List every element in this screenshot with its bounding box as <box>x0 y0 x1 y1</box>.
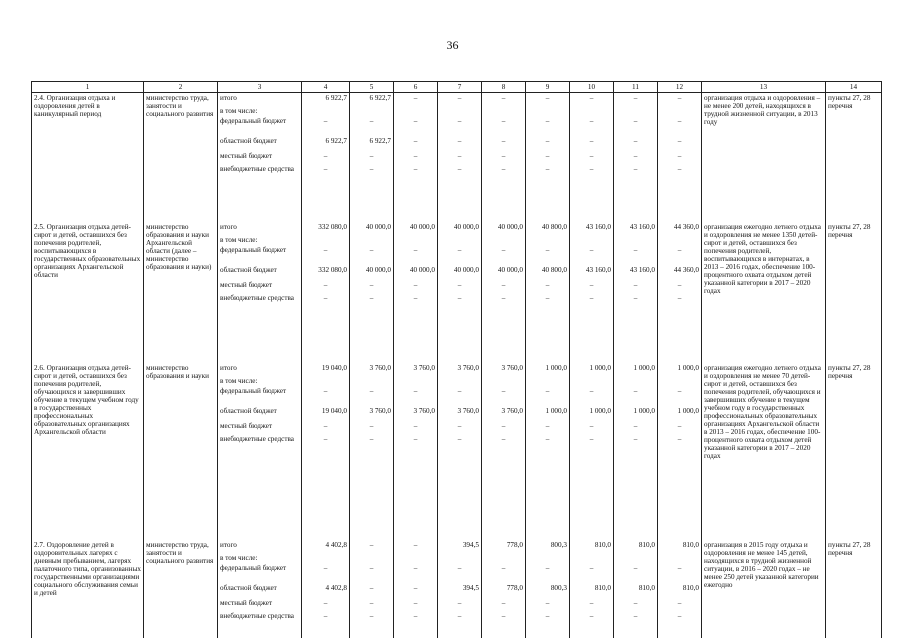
column-number: 10 <box>570 82 614 93</box>
amount-cell <box>614 106 658 116</box>
amount-cell: – <box>302 245 350 265</box>
column-number: 2 <box>144 82 218 93</box>
activity-cell: 2.6. Организация отдыха детей-сирот и детей, оставшихся без попечения родителей, обучающихся и завершивших обучение в текущем учебном году в государственных профессиональных образовательных организациях Архангельской области <box>32 363 144 540</box>
funding-source-cell: внебюджетные средства <box>218 434 302 540</box>
expected-result-cell: организация ежегодно летнего отдыха и оздоровления не менее 70 детей-сирот и детей, оставшихся без попечения родителей, обучающихся и завершивших обучение в текущем учебном году в государственных профессиональных образовательных организациях Архангельской области в 2013 – 2016 годах, обеспечение 100-процентного охвата отдыхом детей указанной категории в 2017 – 2020 годах <box>702 363 826 540</box>
amount-cell: 44 360,0 <box>658 265 702 280</box>
amount-cell: – <box>350 116 394 136</box>
amount-cell: – <box>658 386 702 406</box>
amount-cell <box>526 376 570 386</box>
amount-cell: – <box>614 434 658 540</box>
table-row <box>32 363 882 376</box>
amount-cell: – <box>526 611 570 638</box>
funding-source-cell: областной бюджет <box>218 265 302 280</box>
funding-source-cell: областной бюджет <box>218 136 302 151</box>
amount-cell <box>658 106 702 116</box>
amount-cell: – <box>526 598 570 611</box>
funding-source-cell: федеральный бюджет <box>218 116 302 136</box>
amount-cell: – <box>394 136 438 151</box>
amount-cell: – <box>350 164 394 222</box>
activity-cell: 2.4. Организация отдыха и оздоровления детей в каникулярный период <box>32 93 144 222</box>
amount-cell: – <box>350 245 394 265</box>
funding-source-cell: областной бюджет <box>218 406 302 421</box>
amount-cell: 43 160,0 <box>614 265 658 280</box>
funding-source-cell: в том числе: <box>218 235 302 245</box>
amount-cell <box>658 235 702 245</box>
amount-cell <box>302 376 350 386</box>
amount-cell: 3 760,0 <box>394 406 438 421</box>
executor-cell: министерство образования и науки <box>144 363 218 540</box>
amount-cell <box>394 376 438 386</box>
amount-cell <box>614 376 658 386</box>
amount-cell <box>482 106 526 116</box>
amount-cell: – <box>614 293 658 363</box>
amount-cell: 3 760,0 <box>438 406 482 421</box>
funding-source-cell: в том числе: <box>218 106 302 116</box>
amount-cell: – <box>482 164 526 222</box>
amount-cell: – <box>526 245 570 265</box>
amount-cell: 4 402,8 <box>302 540 350 553</box>
amount-cell: 1 000,0 <box>658 406 702 421</box>
amount-cell: 1 000,0 <box>658 363 702 376</box>
amount-cell: 44 360,0 <box>658 222 702 235</box>
amount-cell: 4 402,8 <box>302 583 350 598</box>
amount-cell: – <box>570 280 614 293</box>
amount-cell: – <box>438 245 482 265</box>
funding-source-cell: федеральный бюджет <box>218 386 302 406</box>
amount-cell: – <box>526 116 570 136</box>
amount-cell <box>438 553 482 563</box>
column-number: 4 <box>302 82 350 93</box>
amount-cell: – <box>570 434 614 540</box>
amount-cell: – <box>658 563 702 583</box>
amount-cell: 40 800,0 <box>526 222 570 235</box>
amount-cell: – <box>658 421 702 434</box>
amount-cell <box>438 235 482 245</box>
amount-cell: – <box>526 136 570 151</box>
column-number: 13 <box>702 82 826 93</box>
amount-cell: – <box>526 563 570 583</box>
amount-cell: – <box>570 116 614 136</box>
amount-cell: – <box>302 386 350 406</box>
funding-source-cell: федеральный бюджет <box>218 563 302 583</box>
amount-cell: – <box>658 611 702 638</box>
amount-cell: – <box>350 151 394 164</box>
amount-cell: – <box>658 434 702 540</box>
amount-cell: – <box>302 611 350 638</box>
amount-cell: – <box>482 93 526 106</box>
executor-cell: министерство труда, занятости и социального развития <box>144 93 218 222</box>
funding-source-cell: в том числе: <box>218 553 302 563</box>
amount-cell: 332 080,0 <box>302 265 350 280</box>
amount-cell <box>302 106 350 116</box>
column-number: 3 <box>218 82 302 93</box>
column-number: 5 <box>350 82 394 93</box>
amount-cell: 43 160,0 <box>614 222 658 235</box>
amount-cell: – <box>482 136 526 151</box>
amount-cell <box>350 235 394 245</box>
amount-cell: 40 000,0 <box>438 222 482 235</box>
amount-cell: – <box>302 598 350 611</box>
funding-source-cell: в том числе: <box>218 376 302 386</box>
executor-cell: министерство труда, занятости и социального развития <box>144 540 218 638</box>
funding-source-cell: федеральный бюджет <box>218 245 302 265</box>
amount-cell: – <box>570 293 614 363</box>
amount-cell: – <box>482 280 526 293</box>
amount-cell: – <box>302 563 350 583</box>
page-number: 36 <box>446 38 459 52</box>
amount-cell: – <box>394 93 438 106</box>
amount-cell: – <box>614 421 658 434</box>
amount-cell: 778,0 <box>482 540 526 553</box>
amount-cell: 19 040,0 <box>302 406 350 421</box>
amount-cell: 6 922,7 <box>302 93 350 106</box>
reference-cell: пункты 27, 28 перечня <box>826 222 882 363</box>
amount-cell: – <box>526 386 570 406</box>
amount-cell: – <box>658 280 702 293</box>
activity-cell: 2.7. Оздоровление детей в оздоровительных лагерях с дневным пребыванием, лагерях палаточного типа, организованных государственными организациями социального обслуживания семьи и детей <box>32 540 144 638</box>
amount-cell: – <box>482 151 526 164</box>
funding-source-cell: итого <box>218 93 302 106</box>
amount-cell: 778,0 <box>482 583 526 598</box>
amount-cell: – <box>570 598 614 611</box>
funding-source-cell: местный бюджет <box>218 598 302 611</box>
amount-cell <box>394 235 438 245</box>
amount-cell <box>570 553 614 563</box>
funding-source-cell: местный бюджет <box>218 151 302 164</box>
amount-cell: – <box>614 598 658 611</box>
amount-cell: – <box>570 164 614 222</box>
amount-cell: 1 000,0 <box>526 406 570 421</box>
amount-cell: – <box>302 151 350 164</box>
amount-cell: – <box>438 164 482 222</box>
amount-cell: – <box>614 136 658 151</box>
amount-cell: – <box>394 245 438 265</box>
amount-cell: 1 000,0 <box>614 363 658 376</box>
amount-cell: 394,5 <box>438 540 482 553</box>
amount-cell: – <box>302 280 350 293</box>
amount-cell <box>302 553 350 563</box>
amount-cell: – <box>438 151 482 164</box>
amount-cell: – <box>438 434 482 540</box>
amount-cell: – <box>438 293 482 363</box>
amount-cell: – <box>438 386 482 406</box>
amount-cell: 810,0 <box>658 583 702 598</box>
amount-cell <box>482 235 526 245</box>
amount-cell: – <box>482 293 526 363</box>
expected-result-cell: организация ежегодно летнего отдыха и оздоровления не менее 1350 детей-сирот и детей, оставшихся без попечения родителей, воспитывающихся в интернатах, в 2013 – 2016 годах, обеспечение 100-процентного охвата отдыхом детей указанной категории в 2017 – 2020 годах <box>702 222 826 363</box>
amount-cell: – <box>438 611 482 638</box>
amount-cell: – <box>394 563 438 583</box>
amount-cell <box>438 106 482 116</box>
amount-cell: – <box>658 116 702 136</box>
amount-cell: 3 760,0 <box>438 363 482 376</box>
amount-cell <box>350 553 394 563</box>
amount-cell: – <box>658 151 702 164</box>
amount-cell: – <box>394 583 438 598</box>
amount-cell: – <box>438 116 482 136</box>
reference-cell: пункты 27, 28 перечня <box>826 93 882 222</box>
amount-cell: 6 922,7 <box>350 93 394 106</box>
funding-source-cell: местный бюджет <box>218 421 302 434</box>
funding-source-cell: внебюджетные средства <box>218 164 302 222</box>
amount-cell: – <box>438 280 482 293</box>
amount-cell: – <box>350 583 394 598</box>
amount-cell: 810,0 <box>570 583 614 598</box>
amount-cell: – <box>570 151 614 164</box>
amount-cell: – <box>658 598 702 611</box>
amount-cell <box>614 553 658 563</box>
amount-cell: – <box>526 293 570 363</box>
table-row <box>32 540 882 553</box>
funding-source-cell: итого <box>218 363 302 376</box>
amount-cell: – <box>350 280 394 293</box>
amount-cell <box>658 376 702 386</box>
column-number: 1 <box>32 82 144 93</box>
amount-cell <box>350 106 394 116</box>
amount-cell: – <box>658 164 702 222</box>
amount-cell: – <box>526 421 570 434</box>
amount-cell: – <box>438 93 482 106</box>
amount-cell: – <box>614 386 658 406</box>
amount-cell: – <box>658 93 702 106</box>
amount-cell: 40 000,0 <box>350 265 394 280</box>
amount-cell: 394,5 <box>438 583 482 598</box>
amount-cell: – <box>482 563 526 583</box>
table-row <box>32 93 882 106</box>
amount-cell: 40 000,0 <box>394 265 438 280</box>
amount-cell <box>302 235 350 245</box>
amount-cell: – <box>438 136 482 151</box>
amount-cell: – <box>302 164 350 222</box>
amount-cell: 40 000,0 <box>438 265 482 280</box>
amount-cell: – <box>394 611 438 638</box>
amount-cell: – <box>614 280 658 293</box>
amount-cell: – <box>482 434 526 540</box>
amount-cell: – <box>350 293 394 363</box>
amount-cell: 3 760,0 <box>394 363 438 376</box>
amount-cell: 332 080,0 <box>302 222 350 235</box>
amount-cell: – <box>614 611 658 638</box>
amount-cell: – <box>658 245 702 265</box>
table-row <box>32 222 882 235</box>
amount-cell: – <box>350 421 394 434</box>
amount-cell: 810,0 <box>614 583 658 598</box>
amount-cell: 810,0 <box>570 540 614 553</box>
funding-source-cell: областной бюджет <box>218 583 302 598</box>
amount-cell <box>570 235 614 245</box>
amount-cell: 3 760,0 <box>482 406 526 421</box>
amount-cell: – <box>614 151 658 164</box>
column-number: 12 <box>658 82 702 93</box>
amount-cell: 43 160,0 <box>570 222 614 235</box>
amount-cell: – <box>302 116 350 136</box>
amount-cell: – <box>614 116 658 136</box>
amount-cell: 800,3 <box>526 540 570 553</box>
funding-source-cell: итого <box>218 222 302 235</box>
amount-cell: 3 760,0 <box>350 363 394 376</box>
column-number: 9 <box>526 82 570 93</box>
amount-cell: 40 000,0 <box>394 222 438 235</box>
amount-cell <box>570 376 614 386</box>
column-number: 14 <box>826 82 882 93</box>
funding-source-cell: внебюджетные средства <box>218 293 302 363</box>
amount-cell: 1 000,0 <box>570 406 614 421</box>
amount-cell <box>570 106 614 116</box>
amount-cell: 40 000,0 <box>482 265 526 280</box>
column-number: 11 <box>614 82 658 93</box>
expected-result-cell: организация отдыха и оздоровления – не менее 200 детей, находящихся в трудной жизненной ситуации, в 2013 году <box>702 93 826 222</box>
amount-cell: – <box>394 116 438 136</box>
amount-cell: – <box>394 434 438 540</box>
amount-cell: – <box>526 93 570 106</box>
amount-cell: – <box>438 563 482 583</box>
amount-cell: 1 000,0 <box>526 363 570 376</box>
amount-cell: – <box>570 611 614 638</box>
amount-cell: 40 000,0 <box>482 222 526 235</box>
column-number-row <box>32 82 882 93</box>
funding-source-cell: итого <box>218 540 302 553</box>
amount-cell: – <box>302 421 350 434</box>
amount-cell: – <box>482 245 526 265</box>
amount-cell: 6 922,7 <box>302 136 350 151</box>
amount-cell: – <box>394 421 438 434</box>
amount-cell: – <box>394 151 438 164</box>
amount-cell: – <box>394 280 438 293</box>
amount-cell: – <box>526 164 570 222</box>
column-number: 8 <box>482 82 526 93</box>
amount-cell: – <box>570 245 614 265</box>
amount-cell: 810,0 <box>614 540 658 553</box>
amount-cell: – <box>658 136 702 151</box>
amount-cell: – <box>482 421 526 434</box>
reference-cell: пункты 27, 28 перечня <box>826 363 882 540</box>
amount-cell: – <box>302 434 350 540</box>
amount-cell: – <box>350 540 394 553</box>
program-table <box>31 81 882 638</box>
amount-cell: – <box>570 563 614 583</box>
amount-cell: – <box>570 93 614 106</box>
amount-cell <box>482 553 526 563</box>
amount-cell: – <box>438 598 482 611</box>
amount-cell: – <box>302 293 350 363</box>
funding-source-cell: внебюджетные средства <box>218 611 302 638</box>
amount-cell <box>394 106 438 116</box>
amount-cell: 1 000,0 <box>570 363 614 376</box>
amount-cell: – <box>350 611 394 638</box>
amount-cell: – <box>350 563 394 583</box>
amount-cell: 3 760,0 <box>482 363 526 376</box>
amount-cell: – <box>482 598 526 611</box>
expected-result-cell: организация в 2015 году отдыха и оздоровления не менее 145 детей, находящихся в трудной жизненной ситуации, в 2016 – 2020 годах – не менее 250 детей указанной категории ежегодно <box>702 540 826 638</box>
amount-cell: 810,0 <box>658 540 702 553</box>
amount-cell: – <box>350 386 394 406</box>
amount-cell: – <box>394 540 438 553</box>
amount-cell: – <box>614 93 658 106</box>
amount-cell <box>526 106 570 116</box>
amount-cell <box>482 376 526 386</box>
amount-cell: – <box>658 293 702 363</box>
amount-cell <box>614 235 658 245</box>
amount-cell: – <box>614 563 658 583</box>
column-number: 7 <box>438 82 482 93</box>
amount-cell: – <box>438 421 482 434</box>
amount-cell: – <box>350 434 394 540</box>
executor-cell: министерство образования и науки Архангельской области (далее – министерство образования и науки) <box>144 222 218 363</box>
amount-cell: – <box>614 164 658 222</box>
amount-cell: – <box>570 421 614 434</box>
amount-cell: – <box>394 164 438 222</box>
amount-cell: 800,3 <box>526 583 570 598</box>
amount-cell: 40 800,0 <box>526 265 570 280</box>
amount-cell <box>394 553 438 563</box>
funding-source-cell: местный бюджет <box>218 280 302 293</box>
amount-cell: 19 040,0 <box>302 363 350 376</box>
amount-cell: 6 922,7 <box>350 136 394 151</box>
amount-cell: 3 760,0 <box>350 406 394 421</box>
amount-cell: – <box>350 598 394 611</box>
amount-cell: – <box>394 293 438 363</box>
amount-cell: 43 160,0 <box>570 265 614 280</box>
reference-cell: пункты 27, 28 перечня <box>826 540 882 638</box>
amount-cell: – <box>570 136 614 151</box>
amount-cell: – <box>482 386 526 406</box>
amount-cell: – <box>526 151 570 164</box>
column-number: 6 <box>394 82 438 93</box>
amount-cell: – <box>614 245 658 265</box>
amount-cell <box>438 376 482 386</box>
amount-cell: – <box>394 386 438 406</box>
amount-cell: – <box>482 611 526 638</box>
amount-cell: – <box>394 598 438 611</box>
amount-cell <box>658 553 702 563</box>
amount-cell: 40 000,0 <box>350 222 394 235</box>
amount-cell <box>526 553 570 563</box>
amount-cell <box>350 376 394 386</box>
amount-cell: – <box>570 386 614 406</box>
amount-cell: – <box>526 280 570 293</box>
activity-cell: 2.5. Организация отдыха детей-сирот и детей, оставшихся без попечения родителей, воспитывающихся в государственных образовательных организациях Архангельской области <box>32 222 144 363</box>
amount-cell: – <box>482 116 526 136</box>
amount-cell: – <box>526 434 570 540</box>
amount-cell: 1 000,0 <box>614 406 658 421</box>
amount-cell <box>526 235 570 245</box>
